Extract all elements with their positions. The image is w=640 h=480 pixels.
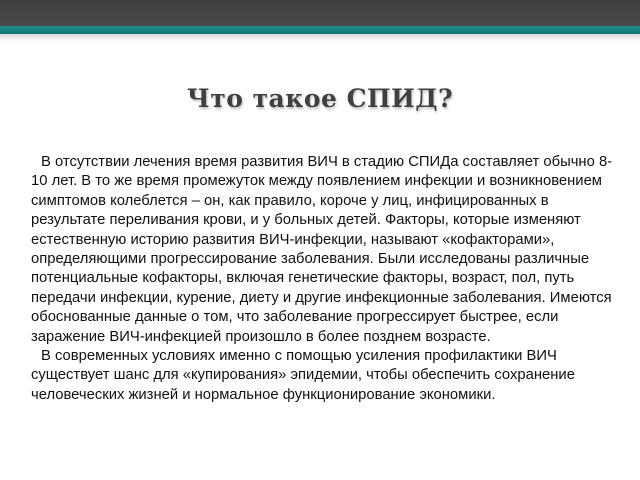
header-shadow [0,34,640,42]
paragraph-1: В отсутствии лечения время развития ВИЧ в стадию СПИДа составляет обычно 8-10 лет. В то же время промежуток между появлением инфекции и возникновением симптомов колеблется – он, как правило, короче у лиц, инфицированных в результате переливания крови, и у больных детей. Факторы, которые изменяют естественную историю развития ВИЧ-инфекции, называют «кофакторами», определяющими прогрессирование заболевания. Были исследованы различные потенциальные кофакторы, включая генетические факторы, возраст, пол, путь передачи инфекции, курение, диету и другие инфекционные заболевания. Имеются обоснованные данные о том, что заболевание прогрессирует быстрее, если заражение ВИЧ-инфекцией произошло в более позднем возрасте. [31,154,613,345]
paragraph-2: В современных условиях именно с помощью усиления профилактики ВИЧ существует шанс для «купирования» эпидемии, чтобы обеспечить сохранение человеческих жизней и нормальное функционирование экономики. [31,348,575,403]
slide-body [31,153,616,405]
header-dark-band [0,0,640,26]
header-teal-band [0,26,640,34]
slide-title: Что такое СПИД? [186,84,454,113]
